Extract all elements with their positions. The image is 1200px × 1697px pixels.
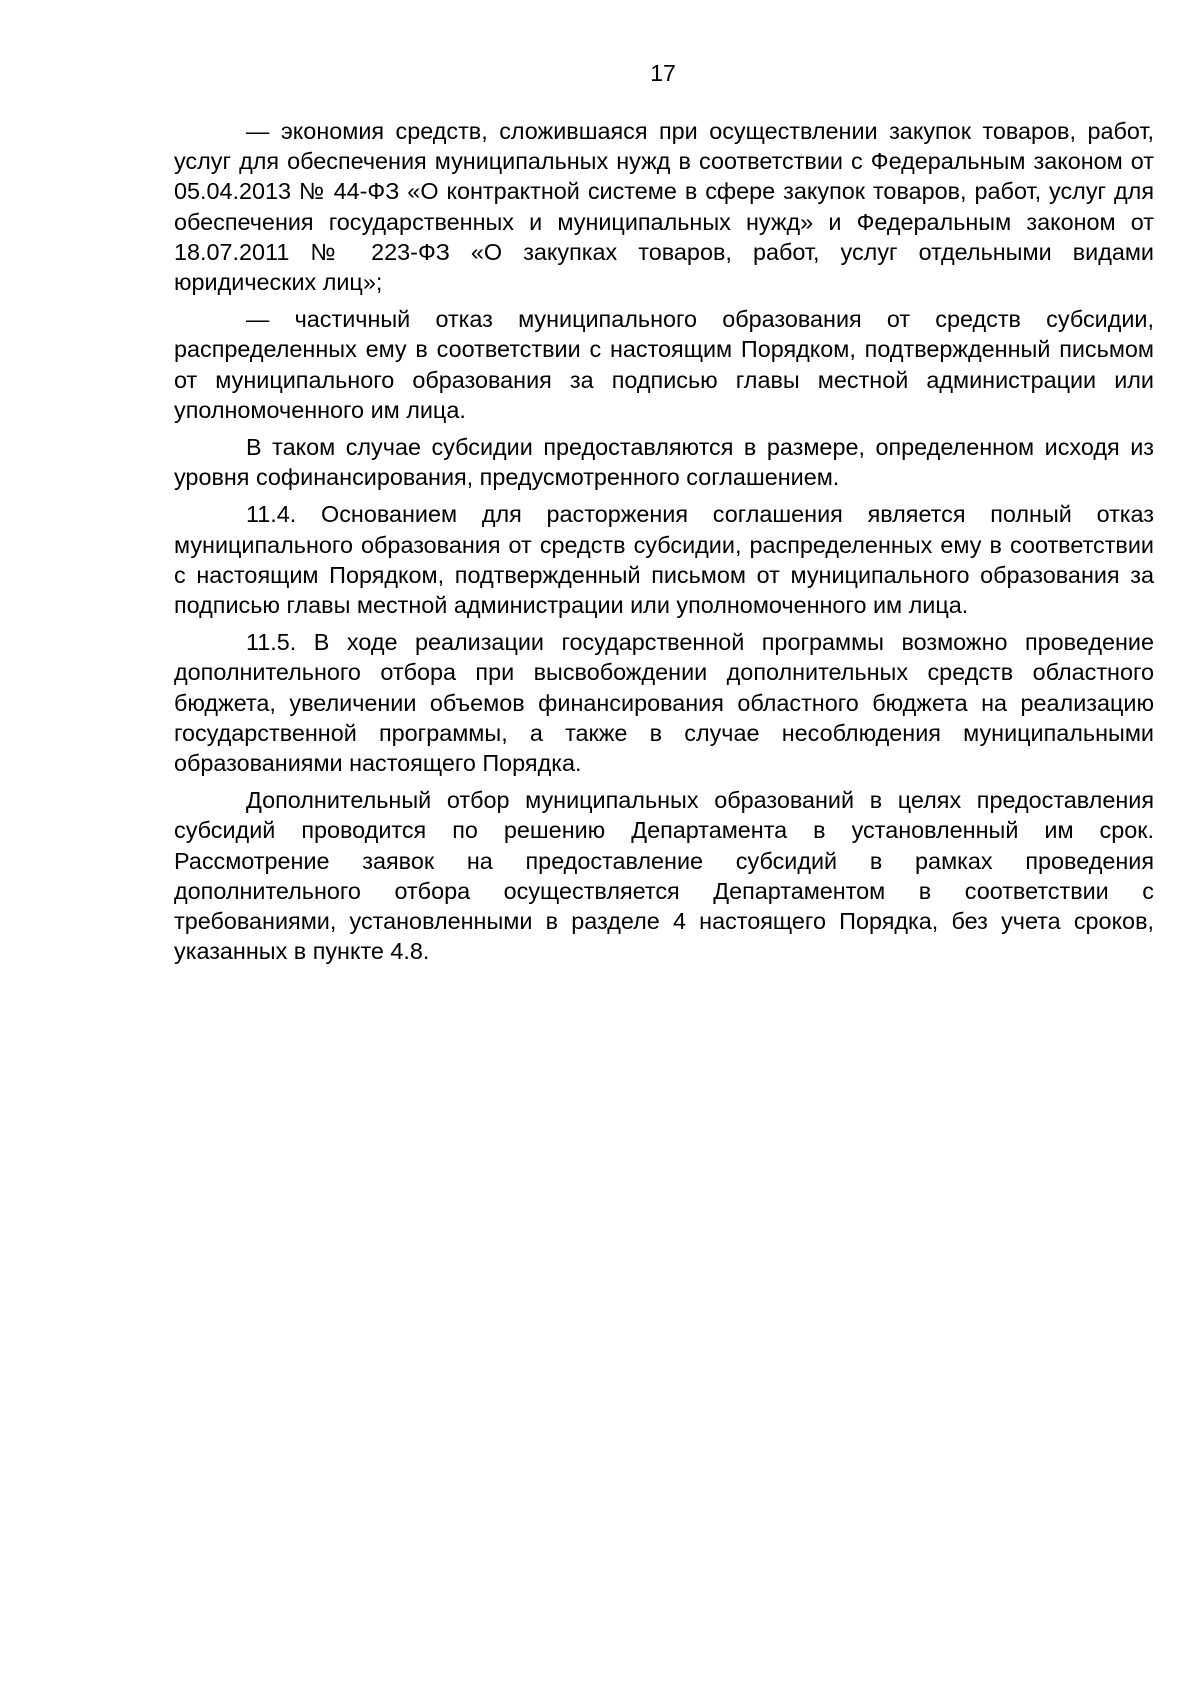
paragraph-additional-selection: Дополнительный отбор муниципальных образований в целях предоставления субсидий проводится по решению Департамента в установленный им срок. Рассмотрение заявок на предоставление субсидий в рамках проведения дополнительного отбора осуществляется Департаментом в соответствии с требованиями, установленными в разделе 4 настоящего Порядка, без учета сроков, указанных в пункте 4.8. (174, 787, 1154, 965)
paragraph-11-5: 11.5. В ходе реализации государственной программы возможно проведение дополнительного отбора при высвобождении дополнительных средств областного бюджета, увеличении объемов финансирования областного бюджета на реализацию государственной программы, а также в случае несоблюдения муниципальными образованиями настоящего Порядка. (174, 629, 1154, 777)
document-body (174, 116, 1154, 973)
paragraph-cofinancing: В таком случае субсидии предоставляются в размере, определенном исходя из уровня софинансирования, предусмотренного соглашением. (174, 434, 1154, 491)
page-number: 17 (650, 60, 676, 86)
paragraph-11-4: 11.4. Основанием для расторжения соглашения является полный отказ муниципального образования от средств субсидии, распределенных ему в соответствии с настоящим Порядком, подтвержденный письмом от муниципального образования за подписью главы местной администрации или уполномоченного им лица. (174, 501, 1154, 619)
paragraph-savings: — экономия средств, сложившаяся при осуществлении закупок товаров, работ, услуг для обеспечения муниципальных нужд в соответствии с Федеральным законом от 05.04.2013 № 44-ФЗ «О контрактной системе в сфере закупок товаров, работ, услуг для обеспечения государственных и муниципальных нужд» и Федеральным законом от 18.07.2011 № 223-ФЗ «О закупках товаров, работ, услуг отдельными видами юридических лиц»; (174, 118, 1154, 296)
paragraph-partial-refusal: — частичный отказ муниципального образования от средств субсидии, распределенных ему в соответствии с настоящим Порядком, подтвержденный письмом от муниципального образования за подписью главы местной администрации или уполномоченного им лица. (174, 306, 1154, 423)
